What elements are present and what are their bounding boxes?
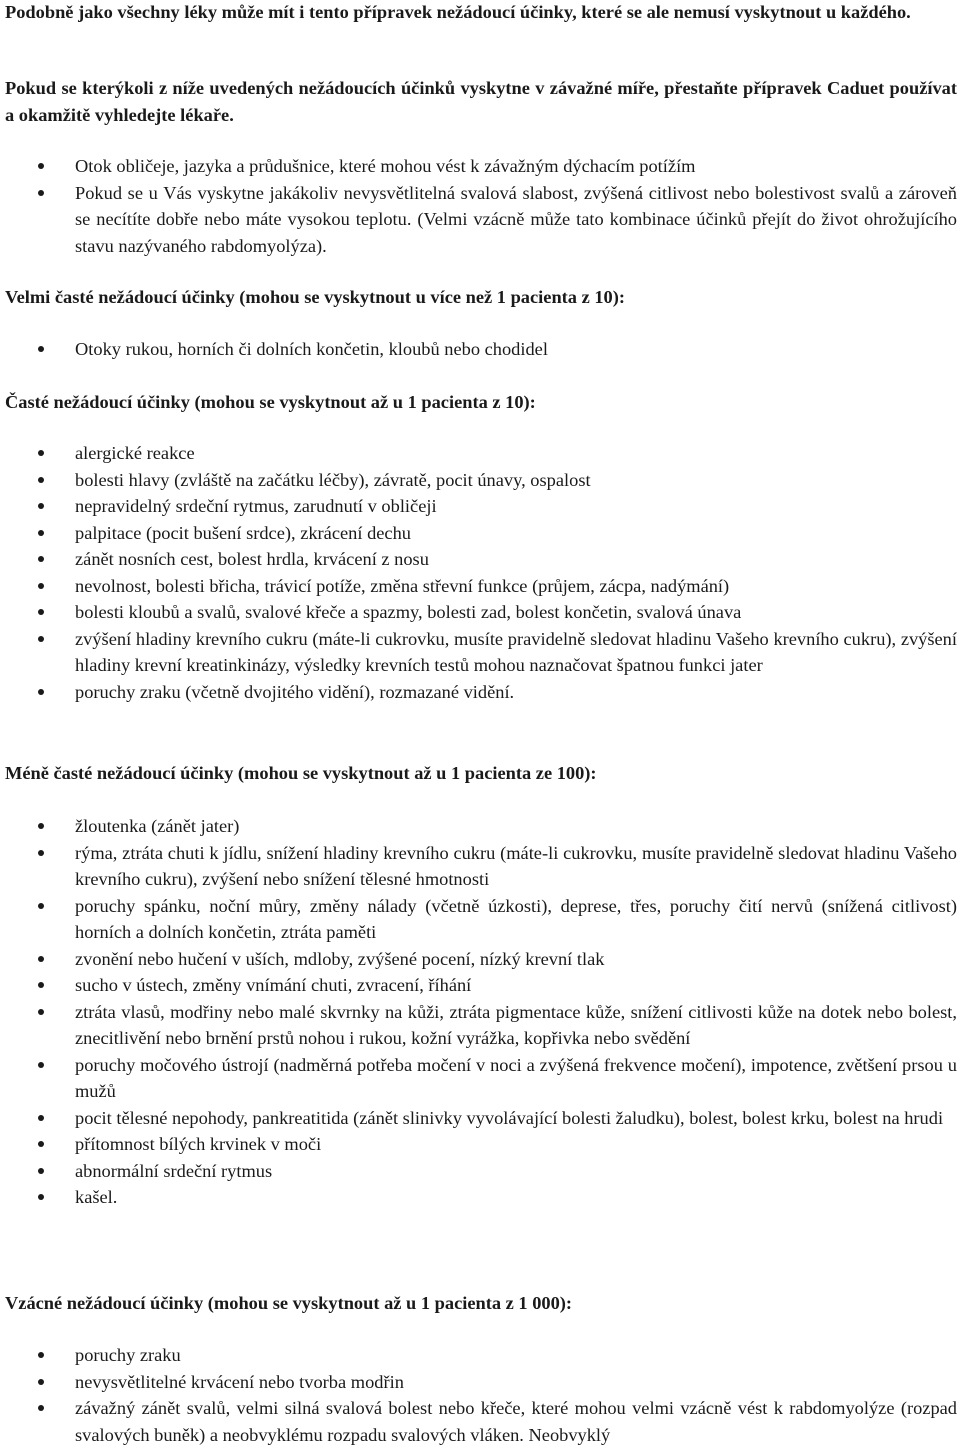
- list-item: přítomnost bílých krvinek v moči: [5, 1131, 957, 1158]
- list-item: palpitace (pocit bušení srdce), zkrácení dechu: [5, 520, 957, 547]
- list-item: bolesti hlavy (zvláště na začátku léčby), závratě, pocit únavy, ospalost: [5, 467, 957, 494]
- list-item: nevysvětlitelné krvácení nebo tvorba modřin: [5, 1369, 957, 1396]
- list-item: poruchy močového ústrojí (nadměrná potřeba močení v noci a zvýšená frekvence močení), impotence, zvětšení prsou u mužů: [5, 1052, 957, 1105]
- list-item: poruchy spánku, noční můry, změny nálady (včetně úzkosti), deprese, třes, poruchy čití nervů (snížená citlivost) horních a dolních končetin, ztráta paměti: [5, 893, 957, 946]
- list-item: alergické reakce: [5, 440, 957, 467]
- list-item: ztráta vlasů, modřiny nebo malé skvrnky na kůži, ztráta pigmentace kůže, snížení citlivosti kůže na dotek nebo bolest, znecitlivění nebo brnění prstů nohou i rukou, kožní vyrážka, kopřivka nebo svědění: [5, 999, 957, 1052]
- intro-paragraph-1: Podobně jako všechny léky může mít i tento přípravek nežádoucí účinky, které se ale nemusí vyskytnout u každého.: [5, 2, 911, 22]
- rare-heading: Vzácné nežádoucí účinky (mohou se vyskytnout až u 1 pacienta z 1 000):: [5, 1293, 573, 1313]
- list-item: závažný zánět svalů, velmi silná svalová bolest nebo křeče, které mohou velmi vzácně vést k rabdomyolýze (rozpad svalových buněk) a neobvyklému rozpadu svalových vláken. Neobvyklý: [5, 1395, 957, 1448]
- list-item: pocit tělesné nepohody, pankreatitida (zánět slinivky vyvolávající bolesti žaludku), bolest, bolest krku, bolest na hrudi: [5, 1105, 957, 1132]
- list-item: žloutenka (zánět jater): [5, 813, 957, 840]
- serious-effects-list: [5, 153, 957, 259]
- uncommon-list: [5, 813, 957, 1211]
- list-item: zvonění nebo hučení v uších, mdloby, zvýšené pocení, nízký krevní tlak: [5, 946, 957, 973]
- very-common-heading: Velmi časté nežádoucí účinky (mohou se vyskytnout u více než 1 pacienta z 10):: [5, 287, 625, 307]
- list-item: zvýšení hladiny krevního cukru (máte-li cukrovku, musíte pravidelně sledovat hladinu Vašeho krevního cukru), zvýšení hladiny krevní kreatinkinázy, výsledky krevních testů mohou naznačovat špatnou funkci jater: [5, 626, 957, 679]
- very-common-list: [5, 336, 957, 363]
- list-item: rýma, ztráta chuti k jídlu, snížení hladiny krevního cukru (máte-li cukrovku, musíte pravidelně sledovat hladinu Vašeho krevního cukru), zvýšení nebo snížení tělesné hmotnosti: [5, 840, 957, 893]
- list-item: kašel.: [5, 1184, 957, 1211]
- common-heading: Časté nežádoucí účinky (mohou se vyskytnout až u 1 pacienta z 10):: [5, 392, 536, 412]
- uncommon-heading: Méně časté nežádoucí účinky (mohou se vyskytnout až u 1 pacienta ze 100):: [5, 763, 597, 783]
- intro-paragraph-2: Pokud se kterýkoli z níže uvedených nežádoucích účinků vyskytne v závažné míře, přestaňte přípravek Caduet používat a okamžitě vyhledejte lékaře.: [5, 78, 957, 125]
- list-item: poruchy zraku: [5, 1342, 957, 1369]
- list-item: nevolnost, bolesti břicha, trávicí potíže, změna střevní funkce (průjem, zácpa, nadýmání): [5, 573, 957, 600]
- common-list: [5, 440, 957, 705]
- list-item: sucho v ústech, změny vnímání chuti, zvracení, říhání: [5, 972, 957, 999]
- rare-list: [5, 1342, 957, 1448]
- list-item: Pokud se u Vás vyskytne jakákoliv nevysvětlitelná svalová slabost, zvýšená citlivost nebo bolestivost svalů a zároveň se necítíte dobře nebo máte vysokou teplotu. (Velmi vzácně může tato kombinace účinků přejít do život ohrožujícího stavu nazývaného rabdomyolýza).: [5, 180, 957, 260]
- list-item: zánět nosních cest, bolest hrdla, krvácení z nosu: [5, 546, 957, 573]
- list-item: bolesti kloubů a svalů, svalové křeče a spazmy, bolesti zad, bolest končetin, svalová únava: [5, 599, 957, 626]
- list-item: Otoky rukou, horních či dolních končetin, kloubů nebo chodidel: [5, 336, 957, 363]
- list-item: poruchy zraku (včetně dvojitého vidění), rozmazané vidění.: [5, 679, 957, 706]
- list-item: Otok obličeje, jazyka a průdušnice, které mohou vést k závažným dýchacím potížím: [5, 153, 957, 180]
- list-item: abnormální srdeční rytmus: [5, 1158, 957, 1185]
- list-item: nepravidelný srdeční rytmus, zarudnutí v obličeji: [5, 493, 957, 520]
